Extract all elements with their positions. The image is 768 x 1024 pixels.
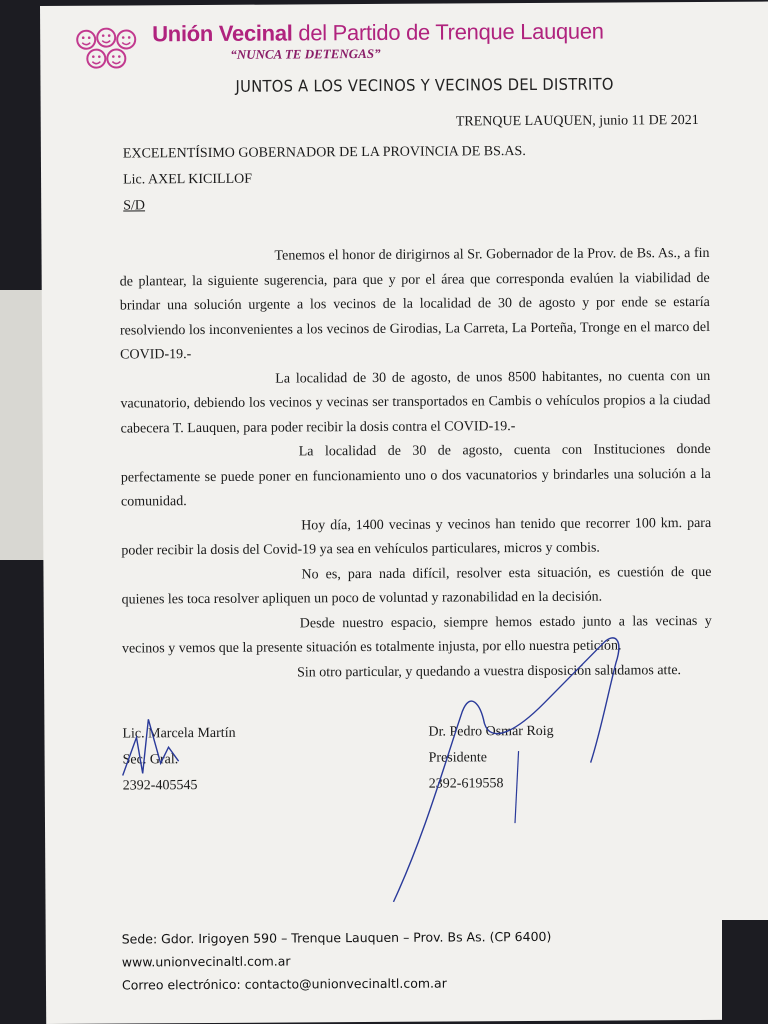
body-paragraph: No es, para nada difícil, resolver esta situación, es cuestión de que quienes les toca resolver apliquen un poco de voluntad y razonabilidad en la decisión. [121, 564, 712, 608]
addressee-line-3: S/D [123, 198, 146, 214]
signer-phone: 2392-405545 [122, 778, 198, 794]
organization-name-bold: Unión Vecinal [152, 20, 293, 47]
signer-role: Sec. Gral. [122, 752, 179, 768]
slogan: JUNTOS A LOS VECINOS Y VECINOS DEL DISTRITO [235, 74, 614, 96]
right-signature-scribble [392, 638, 621, 902]
footer-address: Sede: Gdor. Irigoyen 590 – Trenque Lauquen – Prov. Bs As. (CP 6400) [121, 928, 552, 947]
body-paragraph: Desde nuestro espacio, siempre hemos estado junto a las vecinas y vecinos y vemos que la presente situación es totalmente injusta, por ello nuestra petición. [121, 613, 712, 657]
photo-shadow [722, 920, 768, 1024]
background-paper-scrap [0, 290, 46, 560]
left-signature-scribble [122, 719, 178, 775]
body-paragraph: La localidad de 30 de agosto, de unos 8500 habitantes, no cuenta con un vacunatorio, debiendo los vecinos y vecinas ser transportados en Cambis o vehículos propios a la ciudad cabecera T. Lauquen, para poder recibir la dosis contra el COVID-19.- [120, 368, 711, 437]
closing-line: Sin otro particular, y quedando a vuestra disposición saludamos atte. [297, 662, 682, 680]
letter-date: TRENQUE LAUQUEN, junio 11 DE 2021 [455, 112, 699, 130]
letter-page [40, 2, 768, 1024]
signer-name: Lic. Marcela Martín [122, 725, 236, 742]
addressee-line-1: EXCELENTÍSIMO GOBERNADOR DE LA PROVINCIA DE BS.AS. [122, 144, 526, 162]
body-paragraph: Hoy día, 1400 vecinas y vecinos han tenido que recorrer 100 km. para poder recibir la dosis del Covid-19 ya sea en vehículos particulares, micros y combis. [121, 515, 712, 559]
body-paragraph: Tenemos el honor de dirigirnos al Sr. Gobernador de la Prov. de Bs. As., a fin de plantear, la siguiente sugerencia, para que y por el área que corresponda evalúen la viabilidad de brindar una solución urgente a los vecinos de la localidad de 30 de agosto y por ende se estaría resolviendo los inconvenientes a los vecinos de Girodias, La Carreta, La Porteña, Tronge en el marco del COVID-19.- [119, 245, 711, 363]
motto: “NUNCA TE DETENGAS” [230, 45, 381, 62]
handwritten-signatures [40, 2, 768, 1024]
letter-footer [122, 925, 552, 997]
signer-phone: 2392-619558 [428, 776, 504, 792]
signer-role: Presidente [428, 750, 487, 766]
footer-email: Correo electrónico: contacto@unionvecinaltl.com.ar [121, 975, 447, 993]
body-paragraph: La localidad de 30 de agosto, cuenta con Instituciones donde perfectamente se puede poner en funcionamiento uno o dos vacunatorios y brindarles una solución a la comunidad. [120, 441, 711, 510]
right-signature-stroke [515, 751, 519, 823]
organization-name-rest: del Partido de Trenque Lauquen [292, 18, 604, 46]
footer-website: www.unionvecinaltl.com.ar [121, 953, 291, 970]
addressee-line-2: Lic. AXEL KICILLOF [123, 171, 253, 188]
signer-name: Dr. Pedro Osmar Roig [428, 723, 554, 740]
